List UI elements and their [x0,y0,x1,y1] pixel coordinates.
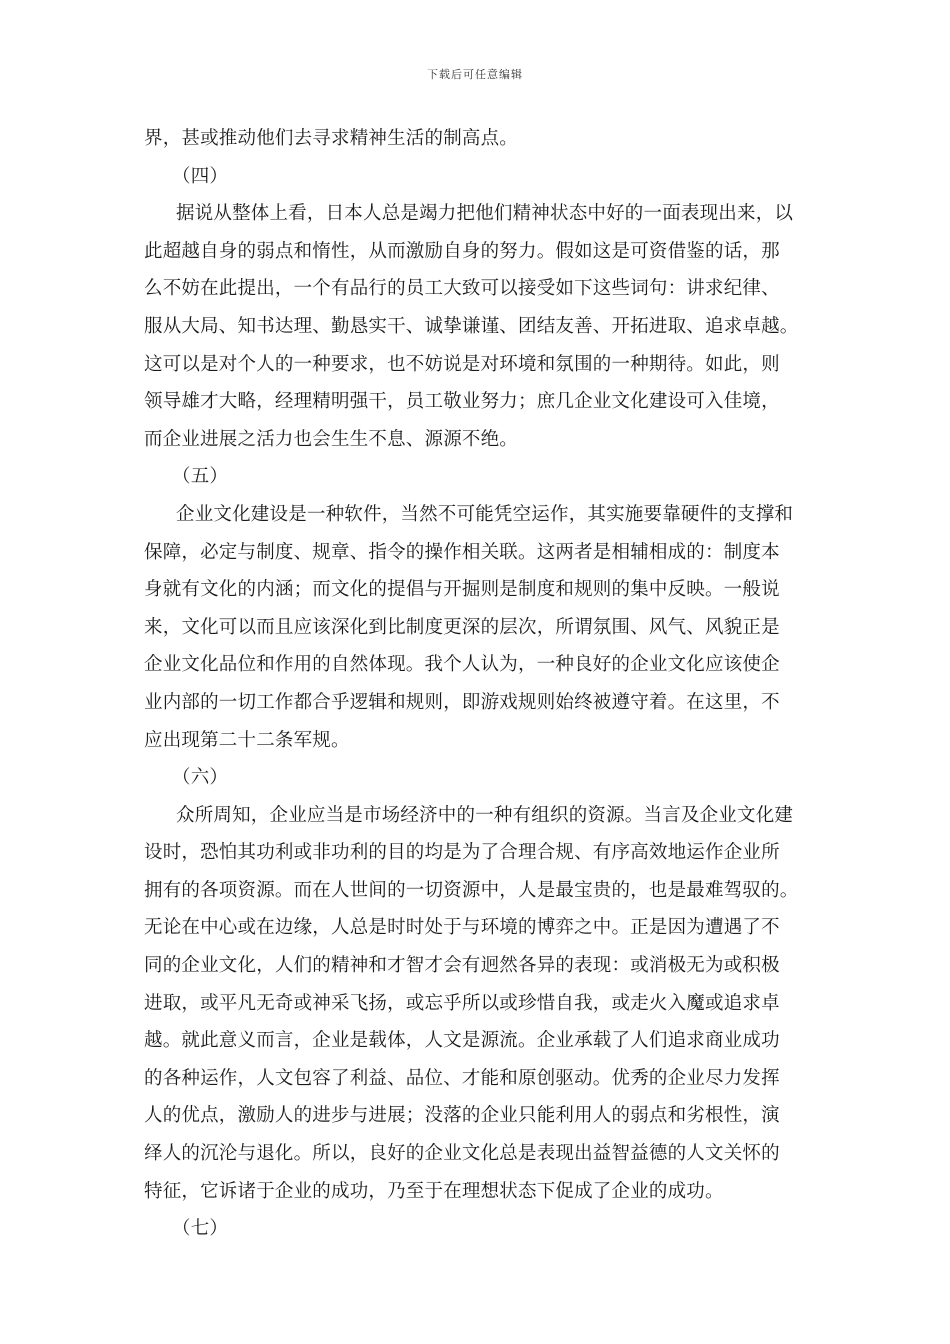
text-line: 拥有的各项资源。而在人世间的一切资源中，人是最宝贵的，也是最难驾驭的。 [144,879,799,901]
body-text [144,120,808,1248]
section-heading-5: （五） [172,466,229,488]
page-header: 下载后可任意编辑 [427,68,523,81]
text-line: 企业文化品位和作用的自然体现。我个人认为，一种良好的企业文化应该使企 [144,654,780,676]
text-line: 设时，恐怕其功利或非功利的目的均是为了合理合规、有序高效地运作企业所 [144,842,780,864]
text-line: 身就有文化的内涵；而文化的提倡与开掘则是制度和规则的集中反映。一般说 [144,579,780,601]
text-line: 无论在中心或在边缘，人总是时时处于与环境的博弈之中。正是因为遭遇了不 [144,917,780,939]
section-heading-7: （七） [172,1218,229,1240]
text-line: 据说从整体上看，日本人总是竭力把他们精神状态中好的一面表现出来，以 [176,203,794,225]
text-line: 领导雄才大略，经理精明强干，员工敬业努力；庶几企业文化建设可入佳境， [144,391,780,413]
text-line: 企业文化建设是一种软件，当然不可能凭空运作，其实施要靠硬件的支撑和 [176,503,794,525]
text-line: 么不妨在此提出，一个有品行的员工大致可以接受如下这些词句：讲求纪律、 [144,278,780,300]
text-line: 人的优点，激励人的进步与进展；没落的企业只能利用人的弱点和劣根性，演 [144,1105,780,1127]
text-line: 应出现第二十二条军规。 [144,729,350,751]
text-line: 这可以是对个人的一种要求，也不妨说是对环境和氛围的一种期待。如此，则 [144,353,780,375]
text-line: 来，文化可以而且应该深化到比制度更深的层次，所谓氛围、风气、风貌正是 [144,616,780,638]
text-line: 界，甚或推动他们去寻求精神生活的制高点。 [144,128,519,149]
text-line: 此超越自身的弱点和惰性，从而激励自身的努力。假如这是可资借鉴的话，那 [144,240,780,262]
text-line: 保障，必定与制度、规章、指令的操作相关联。这两者是相辅相成的：制度本 [144,541,780,563]
section-heading-4: （四） [172,165,229,187]
text-line: 业内部的一切工作都合乎逻辑和规则，即游戏规则始终被遵守着。在这里，不 [144,691,780,713]
text-line: 服从大局、知书达理、勤恳实干、诚挚谦谨、团结友善、开拓进取、追求卓越。 [144,315,799,337]
text-line: 而企业进展之活力也会生生不息、源源不绝。 [144,428,519,450]
text-line: 的各种运作，人文包容了利益、品位、才能和原创驱动。优秀的企业尽力发挥 [144,1067,780,1089]
text-line: 同的企业文化，人们的精神和才智才会有迥然各异的表现：或消极无为或积极 [144,955,780,977]
text-line: 特征，它诉诸于企业的成功，乃至于在理想状态下促成了企业的成功。 [144,1180,724,1202]
text-line: 绎人的沉沦与退化。所以，良好的企业文化总是表现出益智益德的人文关怀的 [144,1143,780,1165]
text-line: 进取，或平凡无奇或神采飞扬，或忘乎所以或珍惜自我，或走火入魔或追求卓 [144,992,780,1014]
text-line: 众所周知，企业应当是市场经济中的一种有组织的资源。当言及企业文化建 [176,804,794,826]
text-line: 越。就此意义而言，企业是载体，人文是源流。企业承载了人们追求商业成功 [144,1030,780,1052]
section-heading-6: （六） [172,767,229,789]
